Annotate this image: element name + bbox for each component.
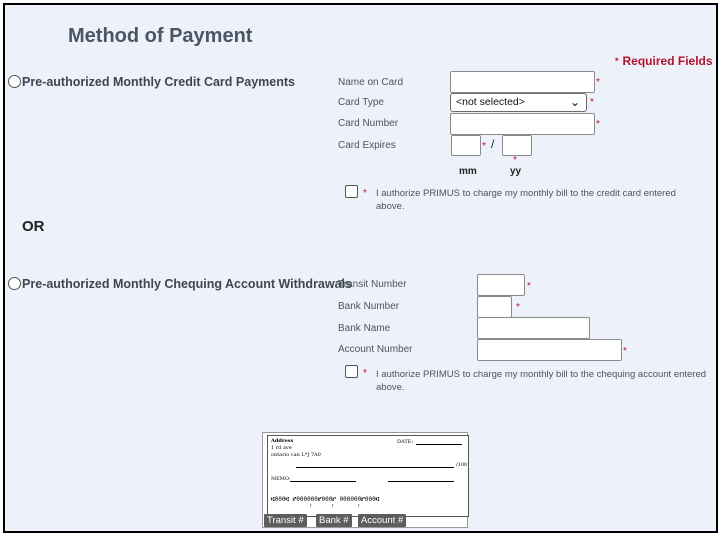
- arrow-up-icon: ↑: [357, 503, 361, 510]
- cheque-address-line3: ontario can L*J 7A0: [271, 452, 321, 458]
- chequing-section-label: Pre-authorized Monthly Chequing Account Withdrawals: [22, 277, 352, 291]
- cheque-address-line1: Address: [271, 438, 294, 444]
- cheque-micr-line: ⑆000⑆ ⑈000000⑈000⑈ 000000⑈000⑆: [271, 496, 380, 503]
- arrow-up-icon: ↑: [331, 503, 335, 510]
- credit-authorize-text: I authorize PRIMUS to charge my monthly bill to the credit card entered above.: [376, 188, 676, 212]
- account-number-input[interactable]: [477, 339, 622, 361]
- name-on-card-input[interactable]: [450, 71, 595, 93]
- expiry-year-input[interactable]: [502, 135, 532, 156]
- name-on-card-label: Name on Card: [338, 77, 404, 88]
- required-star: *: [623, 346, 627, 357]
- card-type-select[interactable]: [450, 93, 587, 112]
- cheque-memo-line: [290, 481, 356, 482]
- required-star: *: [516, 302, 520, 313]
- account-number-label: Account Number: [338, 344, 413, 355]
- bank-number-label: Bank Number: [338, 301, 400, 312]
- bank-number-input[interactable]: [477, 296, 512, 318]
- card-number-label: Card Number: [338, 118, 399, 129]
- cheque-memo-label: MEMO:: [271, 476, 291, 482]
- card-type-selected-value: <not selected>: [456, 96, 525, 108]
- credit-card-section-label: Pre-authorized Monthly Credit Card Payments: [22, 75, 295, 89]
- cheque-signature-line: [388, 481, 454, 482]
- chevron-down-icon: ⌄: [569, 95, 580, 109]
- bank-name-label: Bank Name: [338, 323, 391, 334]
- expiry-month-input[interactable]: [451, 135, 481, 156]
- chequing-authorize-text: I authorize PRIMUS to charge my monthly bill to the chequing account entered above.: [376, 369, 707, 393]
- required-star: *: [596, 119, 600, 130]
- cheque-date-line: [416, 444, 462, 445]
- required-star: *: [527, 281, 531, 292]
- card-number-input[interactable]: [450, 113, 595, 135]
- page-title: Method of Payment: [68, 25, 253, 47]
- required-fields-note: * Required Fields: [615, 54, 713, 68]
- yy-label: yy: [510, 166, 522, 177]
- cheque-address-line2: 1 rd ave: [271, 445, 292, 451]
- chequing-radio[interactable]: [8, 277, 21, 290]
- bank-name-input[interactable]: [477, 317, 590, 339]
- mm-label: mm: [459, 166, 477, 177]
- cheque-dollar-suffix: /100: [456, 462, 468, 468]
- credit-authorize-checkbox[interactable]: [345, 185, 358, 198]
- required-star: *: [513, 155, 517, 166]
- account-number-tag: Account #: [358, 514, 406, 527]
- required-star: *: [363, 188, 367, 199]
- transit-number-input[interactable]: [477, 274, 525, 296]
- required-star: *: [363, 368, 367, 379]
- card-expires-label: Card Expires: [338, 140, 396, 151]
- cheque-body: [267, 435, 469, 517]
- or-separator: OR: [22, 218, 45, 235]
- credit-card-radio[interactable]: [8, 75, 21, 88]
- cheque-payee-line: [296, 467, 454, 468]
- arrow-up-icon: ↑: [309, 503, 313, 510]
- cheque-date-label: DATE:: [397, 439, 414, 445]
- card-type-label: Card Type: [338, 97, 384, 108]
- chequing-authorize-checkbox[interactable]: [345, 365, 358, 378]
- required-star: *: [482, 141, 486, 152]
- transit-number-tag: Transit #: [264, 514, 307, 527]
- transit-number-label: Transit Number: [338, 279, 407, 290]
- bank-number-tag: Bank #: [316, 514, 352, 527]
- sample-cheque-image: [262, 432, 468, 528]
- required-star: *: [596, 77, 600, 88]
- expiry-slash: /: [491, 137, 495, 151]
- required-star: *: [590, 97, 594, 108]
